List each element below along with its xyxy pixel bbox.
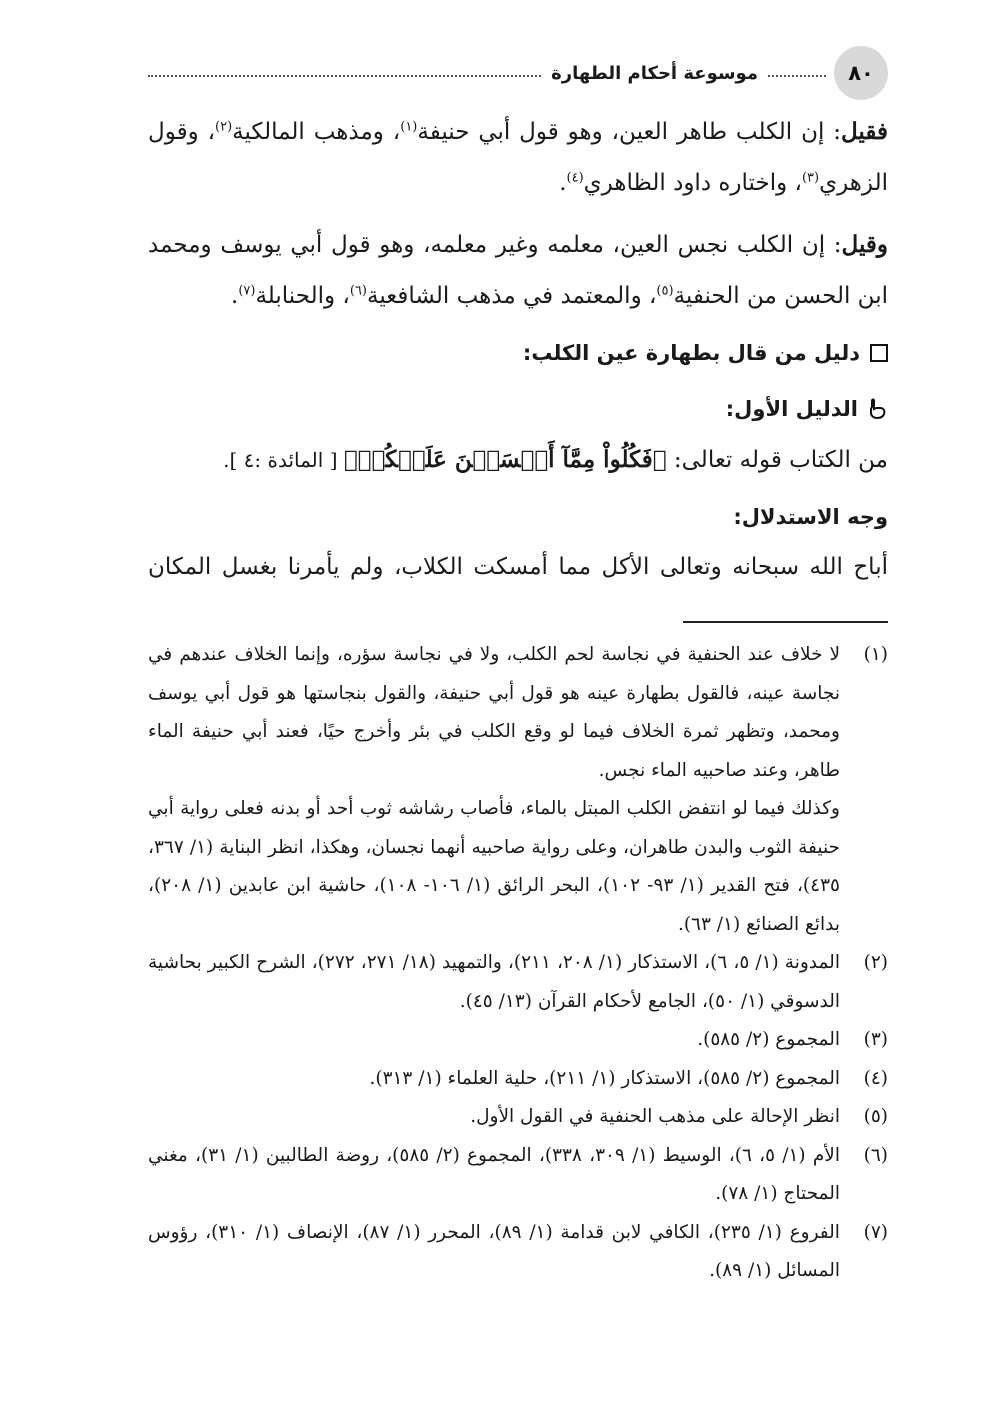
footnote-separator xyxy=(683,621,888,623)
heading-inference xyxy=(148,492,888,542)
square-bullet-icon xyxy=(870,344,888,362)
running-head xyxy=(148,60,826,86)
text-run: من الكتاب قوله تعالى: xyxy=(666,447,888,473)
footnote-text: انظر الإحالة على مذهب الحنفية في القول الأول. xyxy=(470,1106,840,1127)
text-run: . xyxy=(559,170,567,196)
heading-first-evidence xyxy=(148,384,888,434)
footnote-number: (٥) xyxy=(863,1106,888,1127)
dotted-leader-left xyxy=(148,75,541,77)
footnote-ref[interactable]: (٣) xyxy=(801,170,820,186)
paragraph-first-opinion xyxy=(148,106,888,209)
paragraph-second-opinion xyxy=(148,219,888,322)
footnote-number: (٢) xyxy=(863,952,888,973)
text-run: ، وقول الزهري xyxy=(148,119,888,196)
footnote-ref[interactable]: (٢) xyxy=(215,119,233,135)
footnote-ref[interactable]: (٥) xyxy=(656,283,674,299)
text-run: ، والحنابلة xyxy=(255,283,350,309)
footnote-ref[interactable]: (١) xyxy=(400,119,418,135)
text-run: ، واختاره داود الظاهري xyxy=(583,170,802,196)
hand-pointer-icon xyxy=(868,398,888,420)
footnote xyxy=(148,1098,888,1137)
surah-reference: [ المائدة :٤ ]. xyxy=(223,448,344,472)
running-title: موسوعة أحكام الطهارة xyxy=(551,62,758,84)
text-run: : إن الكلب نجس العين، معلمه وغير معلمه، وهو قول أبي يوسف ومحمد ابن الحسن من الحنفية xyxy=(148,232,888,309)
footnote-text: الفروع (١/ ٢٣٥)، الكافي لابن قدامة (١/ ٨٩)، المحرر (١/ ٨٧)، الإنصاف (١/ ٣١٠)، رؤوس المسائل (١/ ٨٩). xyxy=(148,1221,840,1281)
footnote-text: لا خلاف عند الحنفية في نجاسة لحم الكلب، ولا في نجاسة سؤره، وإنما الخلاف عندهم في نجاسة عينه، فالقول بطهارة عينه هو قول أبي حنيفة، والقول بنجاستها هو قول أبي يوسف ومحمد، وتظهر ثمرة الخلاف فيما لو وقع الكلب في بئر وأخرج حيًا، فعند أبي حنيفة الماء طاهر، وعند صاحبيه الماء نجس. xyxy=(148,644,840,781)
footnote-number: (٣) xyxy=(863,1029,888,1050)
footnote xyxy=(148,1060,888,1099)
text-run: : إن الكلب طاهر العين، وهو قول أبي حنيفة xyxy=(417,119,841,145)
footnote-number: (٧) xyxy=(863,1221,888,1243)
footnote xyxy=(148,1214,888,1291)
footnote-text: الأم (١/ ٥، ٦)، الوسيط (١/ ٣٠٩، ٣٣٨)، المجموع (٢/ ٥٨٥)، روضة الطالبين (١/ ٣١)، مغني المحتاج (١/ ٧٨). xyxy=(148,1144,840,1204)
footnote xyxy=(148,636,888,790)
text-run: . xyxy=(231,283,239,309)
footnote xyxy=(148,1021,888,1060)
quran-verse: ﴿فَكُلُواْ مِمَّآ أَمۡسَكۡنَ عَلَيۡكُمۡ﴾ xyxy=(343,446,667,473)
heading-text: وجه الاستدلال: xyxy=(733,505,888,529)
paragraph-inference: أباح الله سبحانه وتعالى الأكل مما أمسكت الكلاب، ولم يأمرنا بغسل المكان xyxy=(148,554,888,580)
heading-text: الدليل الأول: xyxy=(725,397,858,421)
footnote-ref[interactable]: (٤) xyxy=(566,170,584,186)
heading-text: دليل من قال بطهارة عين الكلب: xyxy=(522,341,860,365)
footnote-number: (١) xyxy=(863,644,888,665)
page-header xyxy=(148,46,888,102)
main-text xyxy=(148,106,888,593)
footnote-continuation xyxy=(148,790,888,944)
footnote-number: (٤) xyxy=(863,1067,888,1089)
footnote-number: (٦) xyxy=(863,1144,888,1166)
footnote-ref[interactable]: (٦) xyxy=(349,283,367,299)
page-number-badge: ٨٠ xyxy=(834,46,888,100)
footnote-text: المجموع (٢/ ٥٨٥). xyxy=(697,1029,840,1050)
footnote-text: وكذلك فيما لو انتفض الكلب المبتل بالماء، فأصاب رشاشه ثوب أحد أو بدنه فعلى رواية أبي حنيفة الثوب والبدن طاهران، وعلى رواية صاحبيه أنهما نجسان، وهكذا، انظر البناية (١/ ٣٦٧، ٤٣٥)، فتح القدير (١/ ٩٣- ١٠٢)، البحر الرائق (١/ ١٠٦- ١٠٨)، حاشية ابن عابدين (١/ ٢٠٨)، بدائع الصنائع (١/ ٦٣). xyxy=(148,798,840,935)
footnote xyxy=(148,1137,888,1214)
paragraph-quran-citation xyxy=(148,434,888,486)
footnote xyxy=(148,944,888,1021)
footnote-text: المدونة (١/ ٥، ٦)، الاستذكار (١/ ٢٠٨، ٢١١)، والتمهيد (١٨/ ٢٧١، ٢٧٢)، الشرح الكبير بحاشية الدسوقي (١/ ٥٠)، الجامع لأحكام القرآن (١٣/ ٤٥). xyxy=(148,952,840,1012)
book-page xyxy=(148,0,888,1417)
lead-word: وقيل xyxy=(841,231,888,258)
footnotes xyxy=(148,636,888,1291)
heading-evidence xyxy=(148,328,888,378)
footnote-ref[interactable]: (٧) xyxy=(238,283,256,299)
lead-word: فقيل xyxy=(841,118,888,145)
text-run: ، ومذهب المالكية xyxy=(232,119,401,145)
dotted-leader-right xyxy=(768,75,826,77)
footnote-text: المجموع (٢/ ٥٨٥)، الاستذكار (١/ ٢١١)، حلية العلماء (١/ ٣١٣). xyxy=(369,1067,840,1089)
text-run: ، والمعتمد في مذهب الشافعية xyxy=(366,283,657,309)
